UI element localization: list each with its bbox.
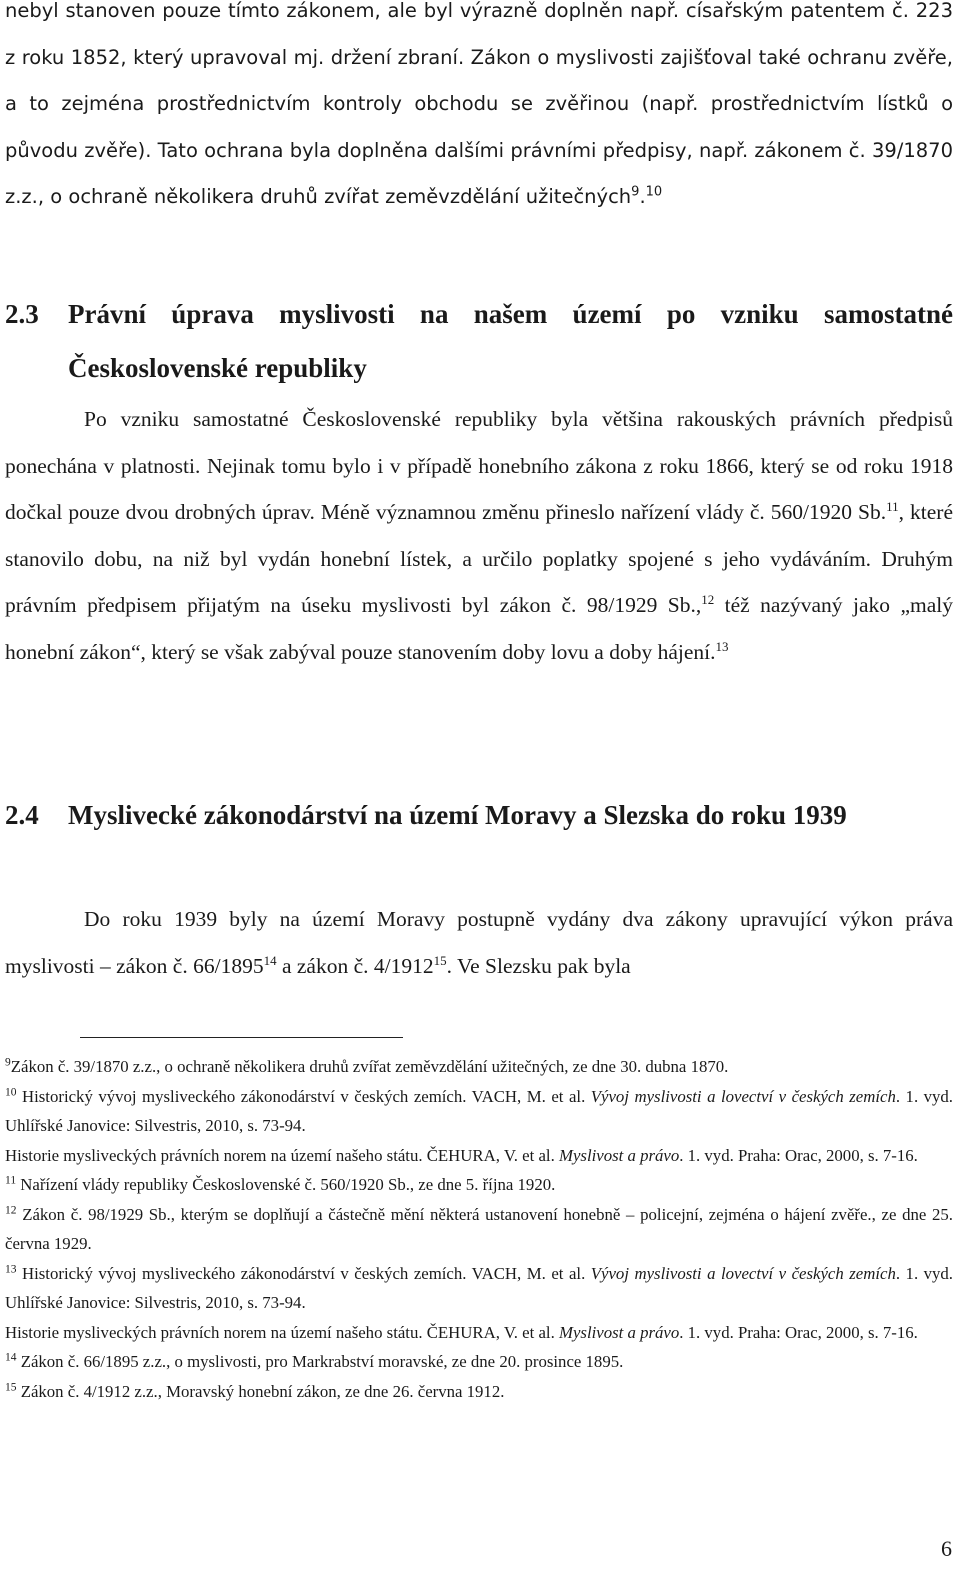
paragraph-text: Po vzniku samostatné Československé republiky byla většina rakouských právních předpisů ponechána v platnosti. Nejinak tomu bylo i v případě honebního zákona z roku 1866, který se od roku 1918 dočkal pouze dvou drobných úprav. Méně významnou změnu přineslo nařízení vlády č. 560/1920 Sb. [5, 407, 953, 524]
footnote-ref: 14 [263, 952, 277, 968]
footnote-ref: 13 [715, 638, 729, 654]
footnote-item [5, 1082, 953, 1141]
footnote-number: 15 [5, 1380, 17, 1393]
footnote-item [5, 1318, 953, 1348]
section-heading-2-3 [5, 287, 953, 395]
footnote-text: Historie mysliveckých právních norem na území našeho státu. ČEHURA, V. et al. [5, 1322, 559, 1342]
footnotes [5, 1052, 953, 1406]
section-number: 2.3 [5, 299, 39, 329]
footnote-number: 14 [5, 1351, 17, 1364]
section-2-3-paragraph [5, 396, 953, 675]
page-number: 6 [941, 1536, 952, 1561]
footnote-ref: 15 [433, 952, 447, 968]
section-heading-2-4 [5, 788, 953, 842]
footnote-number: 12 [5, 1203, 17, 1216]
footnote-text: . 1. vyd. Praha: Orac, 2000, s. 7-16. [679, 1145, 918, 1165]
footnote-ref: 11 [886, 498, 899, 514]
footnote-item [5, 1200, 953, 1259]
footnote-item [5, 1347, 953, 1377]
footnote-title: Vývoj myslivosti a lovectví v českých zemích [590, 1086, 896, 1106]
footnote-ref: 12 [701, 591, 715, 607]
footnote-text: Zákon č. 39/1870 z.z., o ochraně několikera druhů zvířat zeměvzdělání užitečných, ze dne 30. dubna 1870. [10, 1057, 729, 1076]
footnote-text: Historický vývoj mysliveckého zákonodárství v českých zemích. VACH, M. et al. [16, 1086, 591, 1106]
footnote-title: Myslivost a právo [558, 1322, 680, 1342]
ref-separator: . [639, 185, 646, 208]
intro-paragraph [5, 0, 953, 221]
footnote-text: Zákon č. 4/1912 z.z., Moravský honební zákon, ze dne 26. června 1912. [16, 1381, 505, 1401]
footnote-title: Myslivost a právo [558, 1145, 680, 1165]
footnote-text: . 1. vyd. Praha: Orac, 2000, s. 7-16. [679, 1322, 918, 1342]
footnote-separator [80, 1037, 403, 1038]
section-2-4-paragraph [5, 896, 953, 989]
paragraph-text: . Ve Slezsku pak byla [446, 953, 631, 978]
footnote-number: 10 [5, 1085, 17, 1098]
footnote-text: . 1. vyd. Uhlířské Janovice: Silvestris, 2010, s. 73-94. [5, 1086, 954, 1135]
footnote-text: Historický vývoj mysliveckého zákonodárství v českých zemích. VACH, M. et al. [16, 1263, 591, 1283]
footnote-text: Zákon č. 98/1929 Sb., kterým se doplňují a částečně mění některá ustanovení honebně – policejní, zejména o hájení zvěře., ze dne 25. června 1929. [5, 1204, 953, 1253]
paragraph-text: Do roku 1939 byly na území Moravy postupně vydány dva zákony upravující výkon práva myslivosti – zákon č. 66/1895 [5, 907, 953, 978]
footnote-item [5, 1170, 953, 1200]
section-title: Právní úprava myslivosti na našem území po vzniku samostatné Československé republiky [68, 299, 953, 383]
footnote-ref: 10 [645, 184, 663, 200]
footnote-item [5, 1259, 953, 1318]
section-title: Myslivecké zákonodárství na území Moravy a Slezska do roku 1939 [68, 800, 847, 830]
section-number: 2.4 [5, 800, 39, 830]
intro-text: nebyl stanoven pouze tímto zákonem, ale byl výrazně doplněn např. císařským patentem č. 223 z roku 1852, který upravoval mj. držení zbraní. Zákon o myslivosti zajišťoval také ochranu zvěře, a to zejména prostřednictvím kontroly obchodu se zvěřinou (např. prostřednictvím lístků o původu zvěře). Tato ochrana byla doplněna dalšími právními předpisy, např. zákonem č. 39/1870 z.z., o ochraně několikera druhů zvířat zeměvzdělání užitečných [5, 0, 953, 208]
footnote-number: 13 [5, 1262, 17, 1275]
footnote-item [5, 1377, 953, 1407]
footnote-item [5, 1052, 953, 1082]
footnote-text: Nařízení vlády republiky Československé č. 560/1920 Sb., ze dne 5. října 1920. [16, 1175, 556, 1194]
paragraph-text: a zákon č. 4/1912 [276, 953, 434, 978]
footnote-number: 9 [5, 1056, 11, 1069]
paragraph-text: , které stanovilo dobu, na niž byl vydán honební lístek, a určilo poplatky spojené s jeho vydáváním. Druhým právním předpisem přijatým na úseku myslivosti byl zákon č. 98/1929 Sb., [5, 500, 954, 617]
footnote-title: Vývoj myslivosti a lovectví v českých zemích [590, 1263, 896, 1283]
footnote-text: Historie mysliveckých právních norem na území našeho státu. ČEHURA, V. et al. [5, 1145, 559, 1165]
paragraph-text: též nazývaný jako „malý honební zákon“, který se však zabýval pouze stanovením doby lovu a doby hájení. [5, 593, 953, 664]
footnote-ref: 9 [631, 184, 640, 200]
footnote-text: . 1. vyd. Uhlířské Janovice: Silvestris, 2010, s. 73-94. [5, 1263, 954, 1312]
footnote-item [5, 1141, 953, 1171]
footnote-text: Zákon č. 66/1895 z.z., o myslivosti, pro Markrabství moravské, ze dne 20. prosince 1895. [16, 1352, 624, 1371]
footnote-number: 11 [5, 1174, 17, 1187]
